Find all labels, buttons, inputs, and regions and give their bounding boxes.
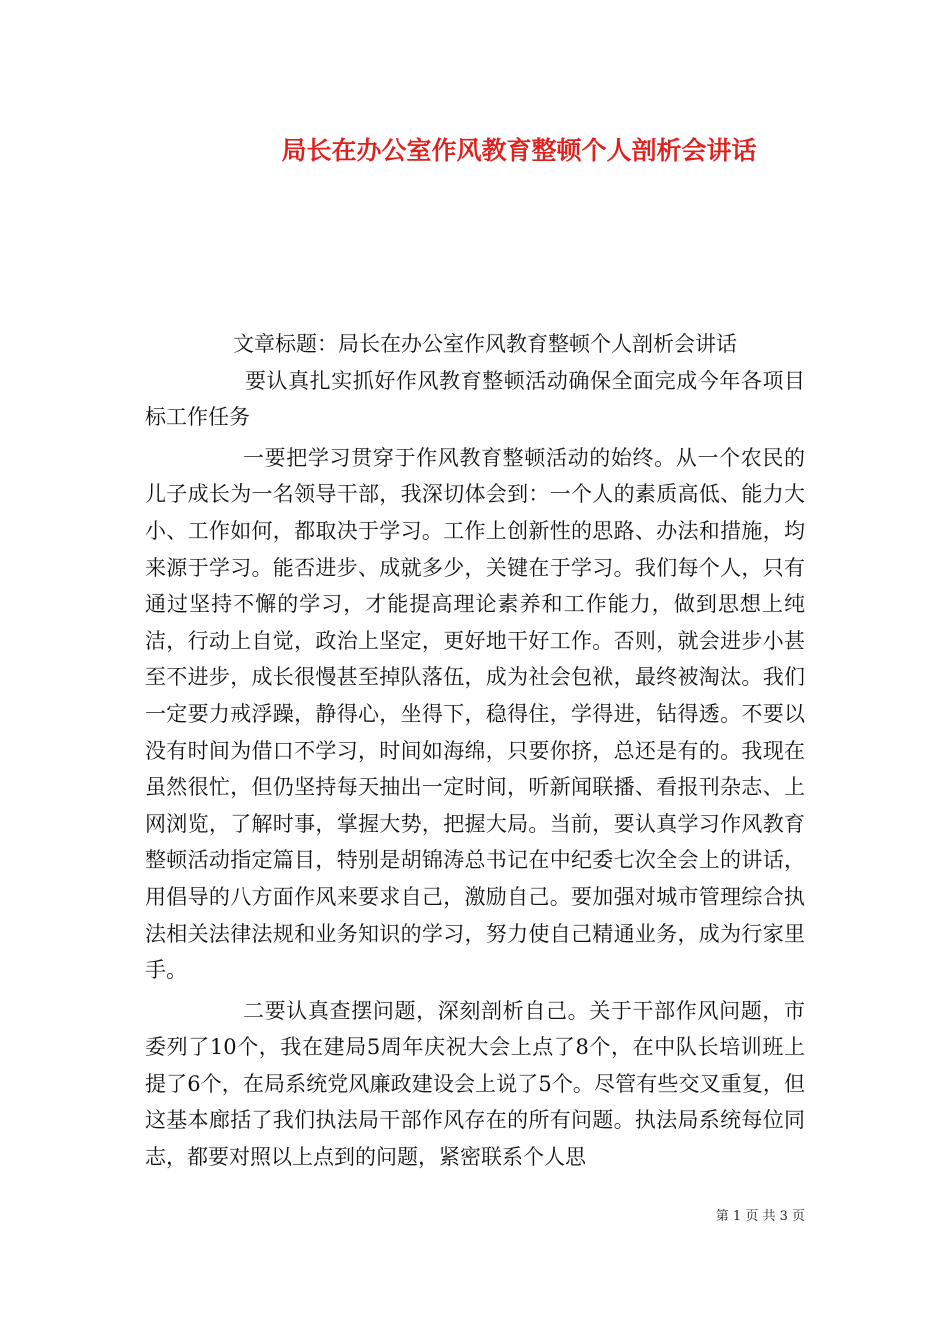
document-body [145,326,805,1176]
document-title: 局长在办公室作风教育整顿个人剖析会讲话 [281,136,757,165]
page-number: 第 1 页 共 3 页 [715,1209,805,1224]
paragraph-2: 二要认真查摆问题，深刻剖析自己。关于干部作风问题，市委列了10个，我在建局5周年庆祝大会上点了8个，在中队长培训班上提了6个，在局系统党风廉政建设会上说了5个。尽管有些交叉重复，但这基本廊括了我们执法局干部作风存在的所有问题。执法局系统每位同志，都要对照以上点到的问题，紧密联系个人思 [145,998,805,1170]
paragraph-1: 一要把学习贯穿于作风教育整顿活动的始终。从一个农民的儿子成长为一名领导干部，我深切体会到：一个人的素质高低、能力大小、工作如何，都取决于学习。工作上创新性的思路、办法和措施，均来源于学习。能否进步、成就多少，关键在于学习。我们每个人，只有通过坚持不懈的学习，才能提高理论素养和工作能力，做到思想上纯洁，行动上自觉，政治上坚定，更好地干好工作。否则，就会进步小甚至不进步，成长很慢甚至掉队落伍，成为社会包袱，最终被淘汰。我们一定要力戒浮躁，静得心，坐得下，稳得住，学得进，钻得透。不要以没有时间为借口不学习，时间如海绵，只要你挤，总还是有的。我现在虽然很忙，但仍坚持每天抽出一定时间，听新闻联播、看报刊杂志、上网浏览，了解时事，掌握大势，把握大局。当前，要认真学习作风教育整顿活动指定篇目，特别是胡锦涛总书记在中纪委七次全会上的讲话，用倡导的八方面作风来要求自己，激励自己。要加强对城市管理综合执法相关法律法规和业务知识的学习，努力使自己精通业务，成为行家里手。 [145,445,805,983]
article-title-line: 文章标题：局长在办公室作风教育整顿个人剖析会讲话 [233,332,737,356]
section-heading: 要认真扎实抓好作风教育整顿活动确保全面完成今年各项目标工作任务 [145,368,805,430]
